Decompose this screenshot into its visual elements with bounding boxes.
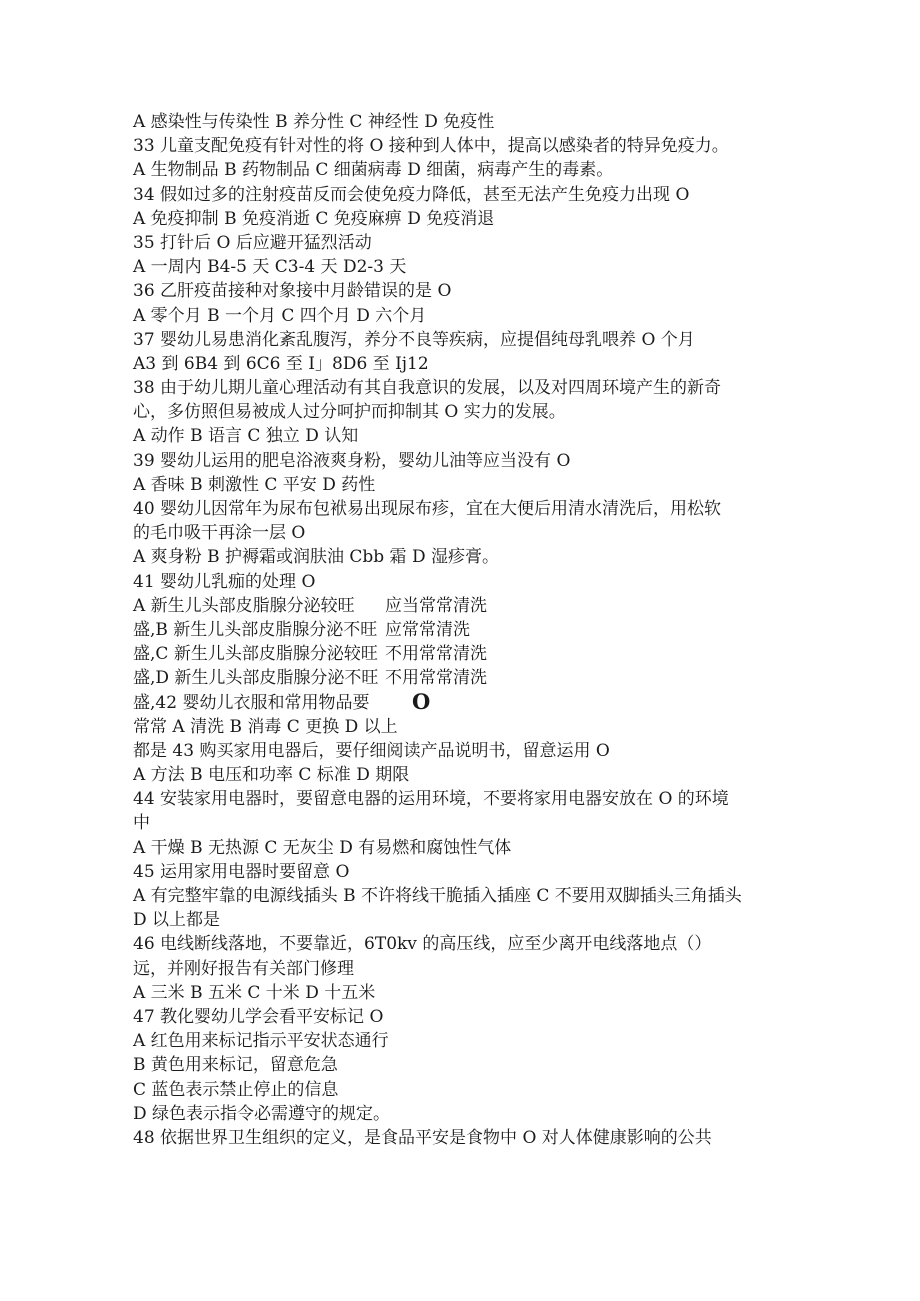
text-line: 36 乙肝疫苗接种对象接中月龄错误的是 O [133,281,452,302]
option-right: 应常常清洗 [385,619,470,640]
text-line: A 免疫抑制 B 免疫消逝 C 免疫麻痹 D 免疫消退 [133,208,495,229]
text-line: A 一周内 B4-5 天 C3-4 天 D2-3 天 [133,257,407,278]
text-line: B 黄色用来标记，留意危急 [133,1055,338,1076]
text-line: 常常 A 清洗 B 消毒 C 更换 D 以上 [133,716,398,737]
text-line: 44 安装家用电器时，要留意电器的运用环境，不要将家用电器安放在 O 的环境 [133,789,729,810]
document-page [133,110,783,1150]
option-right: 不用常常清洗 [385,644,487,665]
text-line: A 动作 B 语言 C 独立 D 认知 [133,426,359,447]
option-right: 不用常常清洗 [385,668,487,689]
text-line: A 生物制品 B 药物制品 C 细菌病毒 D 细菌，病毒产生的毒素。 [133,160,614,181]
text-line: D 绿色表示指令必需遵守的规定。 [133,1103,391,1124]
option-row [133,666,783,690]
text-line: A 红色用来标记指示平安状态通行 [133,1031,389,1052]
text-line: 35 打针后 O 后应避开猛烈活动 [133,232,372,253]
text-line: 38 由于幼儿期儿童心理活动有其自我意识的发展，以及对四周环境产生的新奇 [133,378,722,399]
option-row [133,618,783,642]
text-line: C 蓝色表示禁止停止的信息 [133,1079,339,1100]
text-line: A 三米 B 五米 C 十米 D 十五米 [133,982,376,1003]
text-line: 远，并刚好报告有关部门修理 [133,958,354,979]
option-left: 盛,D 新生儿头部皮脂腺分泌不旺 [133,668,379,689]
text-line: 48 依据世界卫生组织的定义，是食品平安是食物中 O 对人体健康影响的公共 [133,1127,712,1148]
text-line: A 有完整牢靠的电源线插头 B 不许将线干脆插入插座 C 不要用双脚插头三角插头 [133,886,742,906]
option-row [133,688,783,715]
text-line: 39 婴幼儿运用的肥皂浴液爽身粉，婴幼儿油等应当没有 O [133,450,571,471]
text-line: 37 婴幼儿易患消化紊乱腹泻，养分不良等疾病，应提倡纯母乳喂养 O 个月 [133,329,695,350]
text-line: A 爽身粉 B 护褥霜或润肤油 Cbb 霜 D 湿疹膏。 [133,547,499,568]
text-line: 中 [133,813,150,834]
option-left: 盛,C 新生儿头部皮脂腺分泌较旺 [133,644,378,665]
text-line: 45 运用家用电器时要留意 O [133,861,350,882]
text-line: 的毛巾吸干再涂一层 O [133,523,306,544]
text-line: 41 婴幼儿乳痂的处理 O [133,571,316,592]
text-line: 34 假如过多的注射疫苗反而会使免疫力降低，甚至无法产生免疫力出现 O [133,184,690,205]
text-line: A 感染性与传染性 B 养分性 C 神经性 D 免疫性 [133,112,495,132]
text-line: A 零个月 B 一个月 C 四个月 D 六个月 [133,305,427,326]
option-left: A 新生儿头部皮脂腺分泌较旺 [133,595,355,616]
option-row [133,594,783,618]
option-left: 盛,42 婴幼儿衣服和常用物品要 [133,692,370,713]
option-left: 盛,B 新生儿头部皮脂腺分泌不旺 [133,619,378,640]
text-line: 46 电线断线落地，不要靠近，6T0kv 的高压线，应至少离开电线落地点（） [133,934,712,955]
text-line: A 香味 B 刺激性 C 平安 D 药性 [133,474,376,495]
text-line: A3 到 6B4 到 6C6 至 I」8D6 至 Ij12 [133,353,429,374]
text-line: 40 婴幼儿因常年为尿布包袱易出现尿布疹，宜在大便后用清水清洗后，用松软 [133,499,722,519]
option-right: 应当常常清洗 [385,595,487,616]
text-line: 都是 43 购买家用电器后，要仔细阅读产品说明书，留意运用 O [133,740,610,761]
text-line: A 干燥 B 无热源 C 无灰尘 D 有易燃和腐蚀性气体 [133,837,512,858]
text-line: 33 儿童支配免疫有针对性的将 O 接种到人体中，提高以感染者的特异免疫力。 [133,136,729,157]
blank-marker: O [412,688,431,714]
text-line: A 方法 B 电压和功率 C 标准 D 期限 [133,765,410,786]
text-line: D 以上都是 [133,910,221,931]
option-row [133,642,783,666]
text-line: 心，多仿照但易被成人过分呵护而抑制其 O 实力的发展。 [133,402,566,423]
text-line: 47 教化婴幼儿学会看平安标记 O [133,1006,384,1027]
